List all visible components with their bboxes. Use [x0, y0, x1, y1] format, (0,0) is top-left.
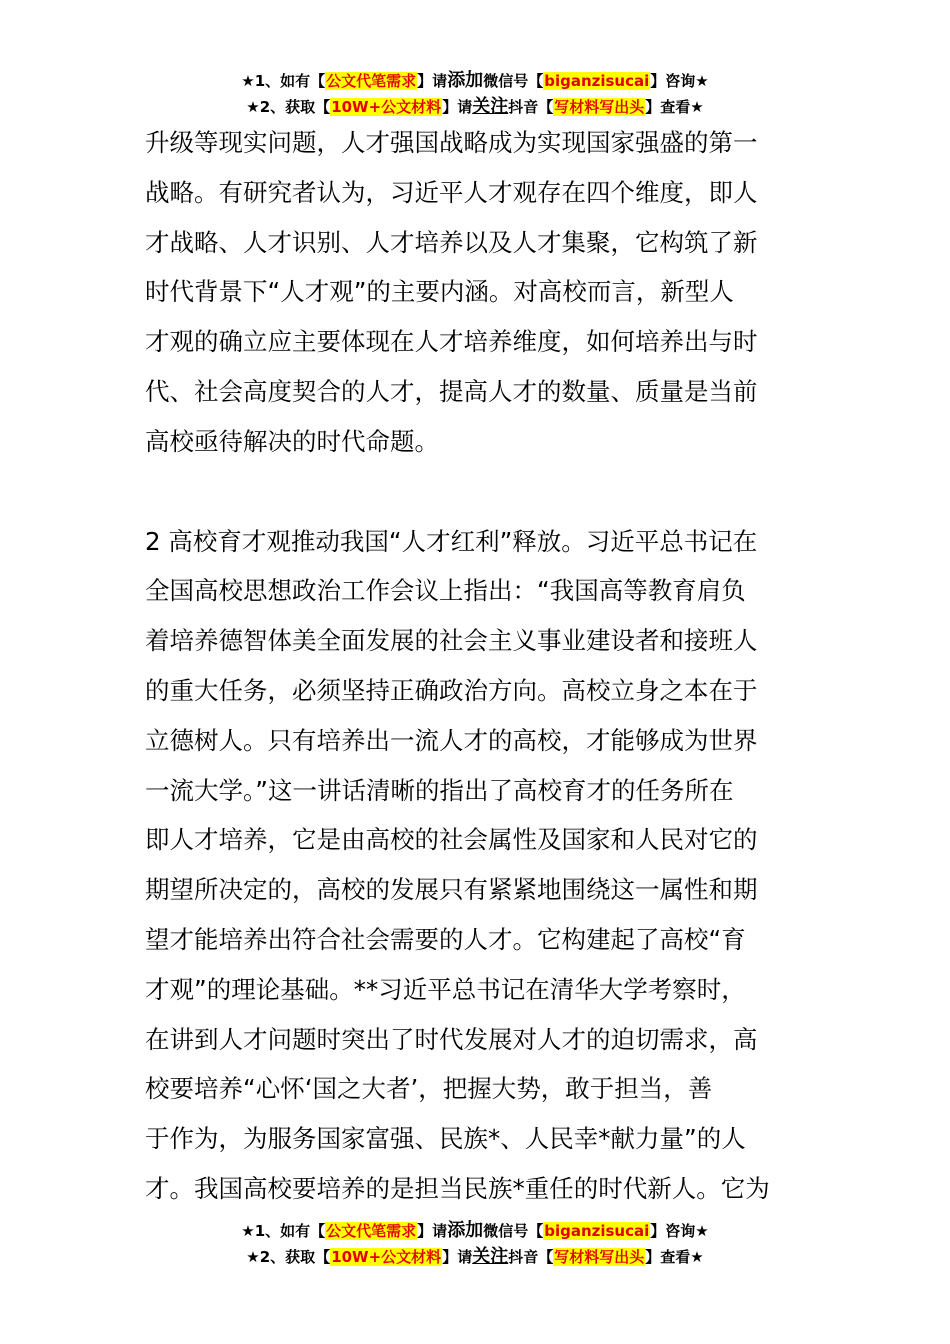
banner-highlight-service: 公文代笔需求: [326, 1222, 417, 1240]
banner-highlight-materials: 10W+公文材料: [331, 98, 442, 116]
banner-highlight-douyin: 写材料写出头: [554, 98, 645, 116]
banner-text: 抖音【: [508, 1248, 554, 1266]
text-line: 才观”的理论基础。**习近平总书记在清华大学考察时，: [145, 974, 746, 1004]
text-line: 一流大学。”这一讲话清晰的指出了高校育才的任务所在: [145, 775, 734, 805]
text-line: 代、社会高度契合的人才，提高人才的数量、质量是当前: [145, 376, 758, 406]
banner-highlight-douyin: 写材料写出头: [554, 1248, 645, 1266]
banner-highlight-materials: 10W+公文材料: [331, 1248, 442, 1266]
banner-highlight-wechat-id: biganzisucai: [544, 72, 650, 90]
banner-suffix: 】咨询★: [650, 1222, 709, 1240]
banner-suffix: 】查看★: [645, 98, 704, 116]
text-line: 的重大任务，必须坚持正确政治方向。高校立身之本在于: [145, 675, 758, 705]
banner-highlight-service: 公文代笔需求: [326, 72, 417, 90]
paragraph-spacer: [145, 467, 810, 517]
text-line: 高校亟待解决的时代命题。: [145, 426, 439, 456]
header-banner: [0, 68, 950, 120]
banner-text: 抖音【: [508, 98, 554, 116]
text-line: 升级等现实问题，人才强国战略成为实现国家强盛的第一: [145, 128, 758, 157]
banner-text: 微信号【: [483, 72, 544, 90]
footer-banner-line-2: [0, 1244, 950, 1270]
header-banner-line-2: [0, 94, 950, 120]
banner-text: 】请: [442, 1248, 473, 1266]
text-line: 时代背景下“人才观”的主要内涵。对高校而言，新型人: [145, 277, 734, 307]
text-line: 期望所决定的，高校的发展只有紧紧地围绕这一属性和期: [145, 875, 758, 905]
footer-banner: [0, 1218, 950, 1270]
text-line: 立德树人。只有培养出一流人才的高校，才能够成为世界: [145, 725, 758, 755]
text-line: 校要培养“心怀‘国之大者’，把握大势，敢于担当，善: [145, 1074, 713, 1104]
banner-emphasis: 关注: [472, 96, 509, 117]
banner-suffix: 】咨询★: [650, 72, 709, 90]
banner-text: 】请: [417, 1222, 448, 1240]
text-line: 战略。有研究者认为，习近平人才观存在四个维度，即人: [145, 177, 758, 207]
banner-emphasis: 添加: [447, 1220, 484, 1241]
banner-prefix: ★2、获取【: [246, 1248, 331, 1266]
text-line: 才。我国高校要培养的是担当民族*重任的时代新人。它为: [145, 1173, 770, 1203]
banner-emphasis: 关注: [472, 1246, 509, 1267]
text-line: 2 高校育才观推动我国“人才红利”释放。习近平总书记在: [145, 526, 758, 556]
banner-text: 】请: [442, 98, 473, 116]
banner-suffix: 】查看★: [645, 1248, 704, 1266]
footer-banner-line-1: [0, 1218, 950, 1244]
paragraph-2: [145, 517, 810, 1214]
paragraph-1: [145, 118, 810, 467]
banner-prefix: ★2、获取【: [246, 98, 331, 116]
banner-highlight-wechat-id: biganzisucai: [544, 1222, 650, 1240]
banner-prefix: ★1、如有【: [241, 72, 326, 90]
body-text: [145, 118, 810, 1214]
header-banner-line-1: [0, 68, 950, 94]
text-line: 于作为，为服务国家富强、民族*、人民幸*献力量”的人: [145, 1124, 746, 1154]
text-line: 在讲到人才问题时突出了时代发展对人才的迫切需求，高: [145, 1024, 758, 1054]
banner-emphasis: 添加: [447, 70, 484, 91]
banner-prefix: ★1、如有【: [241, 1222, 326, 1240]
text-line: 才战略、人才识别、人才培养以及人才集聚，它构筑了新: [145, 227, 758, 257]
text-line: 望才能培养出符合社会需要的人才。它构建起了高校“育: [145, 924, 746, 954]
text-line: 着培养德智体美全面发展的社会主义事业建设者和接班人: [145, 626, 758, 656]
banner-text: 微信号【: [483, 1222, 544, 1240]
text-line: 才观的确立应主要体现在人才培养维度，如何培养出与时: [145, 327, 758, 357]
banner-text: 】请: [417, 72, 448, 90]
text-line: 全国高校思想政治工作会议上指出：“我国高等教育肩负: [145, 576, 746, 606]
text-line: 即人才培养，它是由高校的社会属性及国家和人民对它的: [145, 825, 758, 855]
